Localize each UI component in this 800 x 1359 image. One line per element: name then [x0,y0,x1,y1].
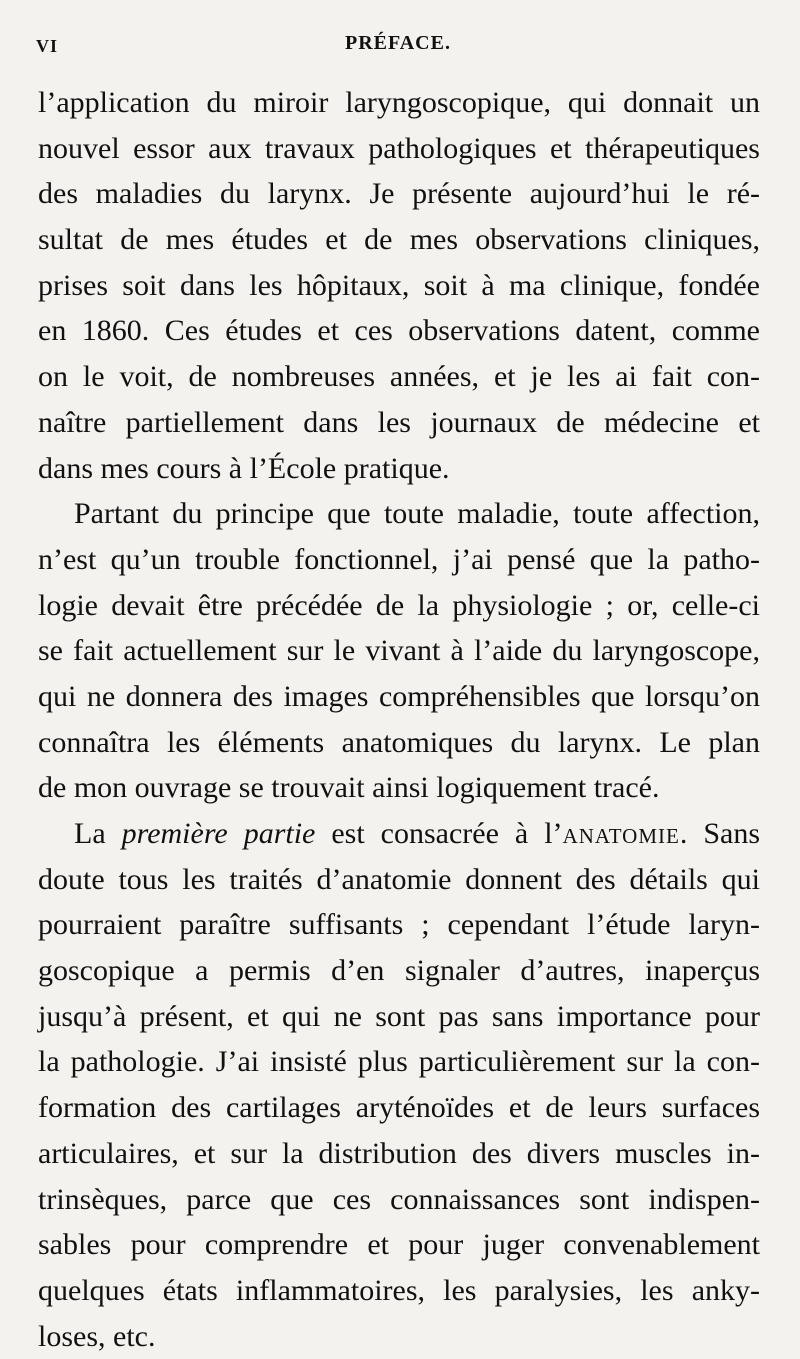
text-line: trinsèques, parce que ces connaissances sont indispen- [38,1182,760,1216]
text-line: quelques états inflammatoires, les paralysies, les anky- [38,1273,760,1307]
text-line: de mon ouvrage se trouvait ainsi logiquement tracé. [38,771,660,805]
text-line: des maladies du larynx. Je présente aujourd’hui le ré- [38,177,760,211]
text-line: n’est qu’un trouble fonctionnel, j’ai pensé que la patho- [38,542,760,576]
text-fragment: . Sans [679,817,761,850]
page-number: VI [36,36,59,56]
text-line: articulaires, et sur la distribution des divers muscles in- [38,1136,760,1170]
text-line: nouvel essor aux travaux pathologiques et thérapeutiques [38,131,760,165]
body-text [38,80,760,1359]
text-line: se fait actuellement sur le vivant à l’aide du laryngoscope, [38,634,760,668]
text-line: en 1860. Ces études et ces observations datent, comme [38,314,760,348]
text-line [38,811,760,857]
text-line: on le voit, de nombreuses années, et je les ai fait con- [38,360,760,394]
text-line: dans mes cours à l’École pratique. [38,451,450,485]
text-line: jusqu’à présent, et qui ne sont pas sans importance pour [38,999,760,1033]
text-fragment: est consacrée à l’ [315,817,563,850]
text-line: loses, etc. [38,1319,156,1353]
text-line: sultat de mes études et de mes observations cliniques, [38,223,760,257]
text-line: naître partiellement dans les journaux de médecine et [38,405,760,439]
text-line: logie devait être précédée de la physiologie ; or, celle-ci [38,588,760,622]
text-fragment: La [74,817,122,850]
italic-term: première partie [121,817,316,850]
text-line: doute tous les traités d’anatomie donnent des détails qui [38,862,760,896]
text-line: Partant du principe que toute maladie, toute affection, [74,497,760,531]
text-line: formation des cartilages aryténoïdes et de leurs surfaces [38,1091,760,1125]
text-line: sables pour comprendre et pour juger convenablement [38,1228,760,1262]
text-line: prises soit dans les hôpitaux, soit à ma clinique, fondée [38,268,760,302]
text-line: qui ne donnera des images compréhensibles que lorsqu’on [38,679,760,713]
text-line: pourraient paraître suffisants ; cependant l’étude laryn- [38,908,760,942]
text-line: la pathologie. J’ai insisté plus particulièrement sur la con- [38,1045,760,1079]
text-line: goscopique a permis d’en signaler d’autres, inaperçus [38,954,760,988]
running-head [0,32,800,60]
text-line: l’application du miroir laryngoscopique, qui donnait un [38,86,760,119]
running-title: PRÉFACE. [345,32,451,54]
text-line: connaîtra les éléments anatomiques du larynx. Le plan [38,725,760,759]
smallcaps-term: anatomie [562,817,680,850]
